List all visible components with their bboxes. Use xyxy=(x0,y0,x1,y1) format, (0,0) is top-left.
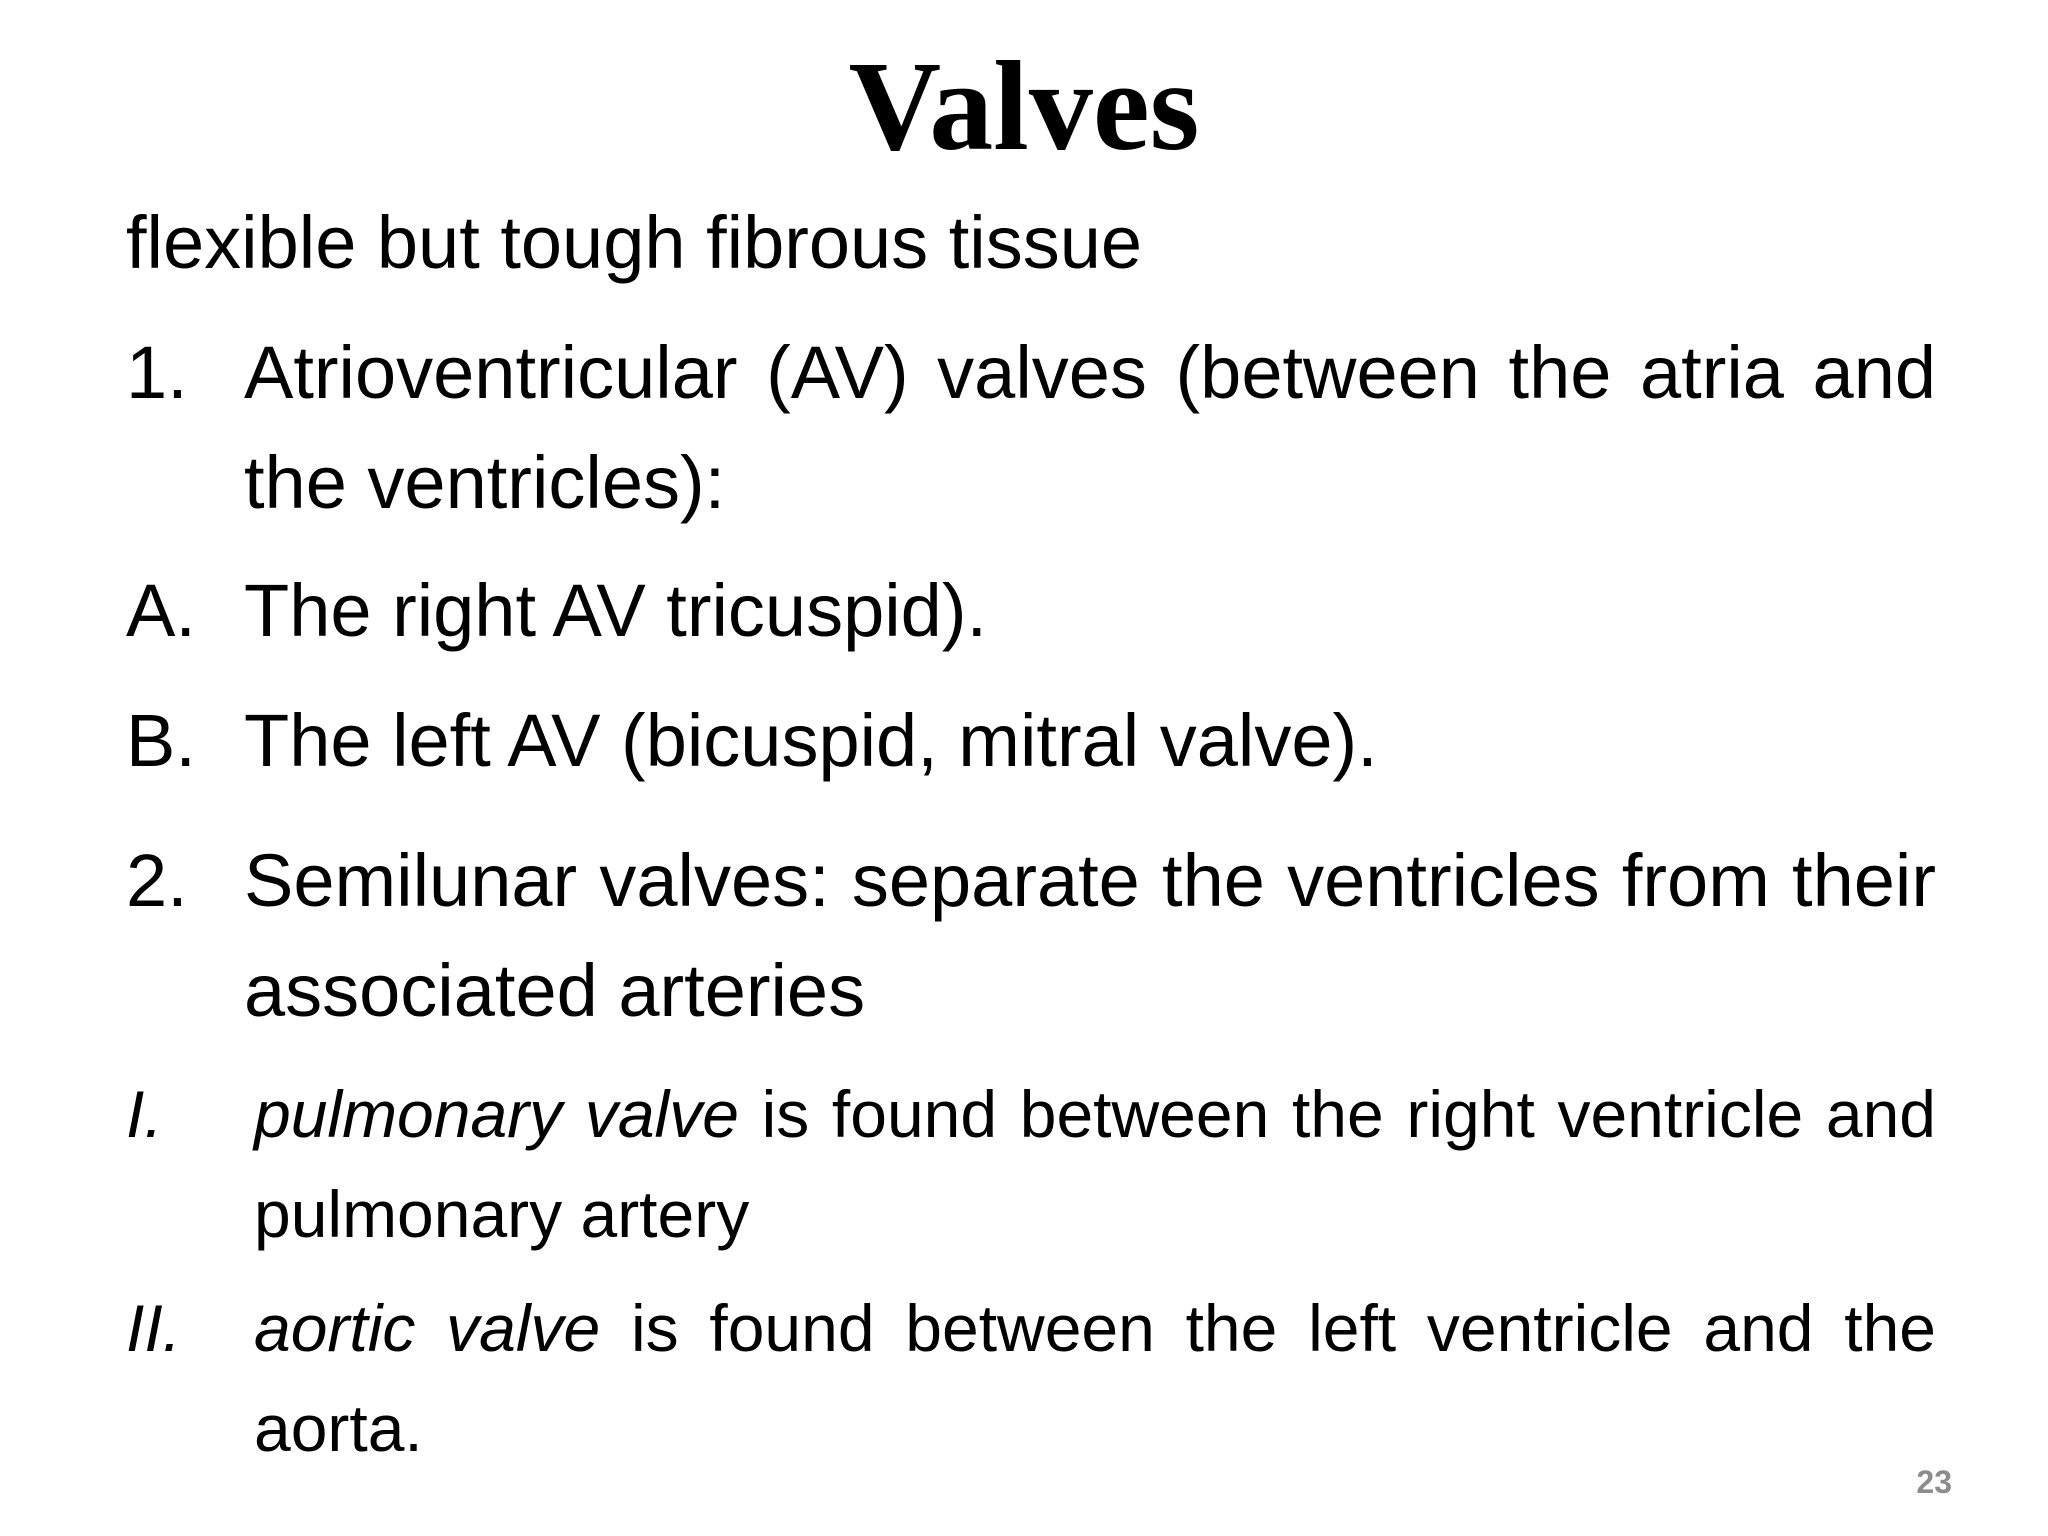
list-item-av-valves xyxy=(126,318,1936,538)
list-marker: B. xyxy=(126,699,196,782)
list-marker: 1. xyxy=(126,331,188,414)
list-item-text: Semilunar valves: separate the ventricles from their associated arteries xyxy=(244,839,1936,1032)
list-item-semilunar xyxy=(126,826,1936,1046)
sub-item-pulmonary xyxy=(126,1064,1936,1264)
sub-item-text xyxy=(254,1278,1936,1478)
list-item-text: Atrioventricular (AV) valves (between the atria and the ventricles): xyxy=(244,331,1936,524)
list-item-left-av xyxy=(126,686,1936,796)
term-pulmonary-valve: pulmonary valve xyxy=(254,1077,739,1151)
sub-list-marker: I. xyxy=(126,1077,163,1151)
list-marker: 2. xyxy=(126,839,188,922)
sub-item-description: is found between the right ventricle and pulmonary artery xyxy=(254,1077,1937,1251)
page-number: 23 xyxy=(1916,1464,1952,1500)
sub-item-description: is found between the left ventricle and the aorta. xyxy=(254,1291,1936,1465)
list-item-right-av xyxy=(126,556,1936,666)
intro-text: flexible but tough fibrous tissue xyxy=(126,201,1143,284)
sub-item-text xyxy=(254,1064,1936,1264)
term-aortic-valve: aortic valve xyxy=(254,1291,601,1365)
list-marker: A. xyxy=(126,569,196,652)
sub-item-aortic xyxy=(126,1278,1936,1478)
list-item-text: The left AV (bicuspid, mitral valve). xyxy=(244,699,1378,782)
list-item-text: The right AV tricuspid). xyxy=(244,569,988,652)
slide-title: Valves xyxy=(848,35,1200,177)
sub-list-marker: II. xyxy=(126,1291,182,1365)
